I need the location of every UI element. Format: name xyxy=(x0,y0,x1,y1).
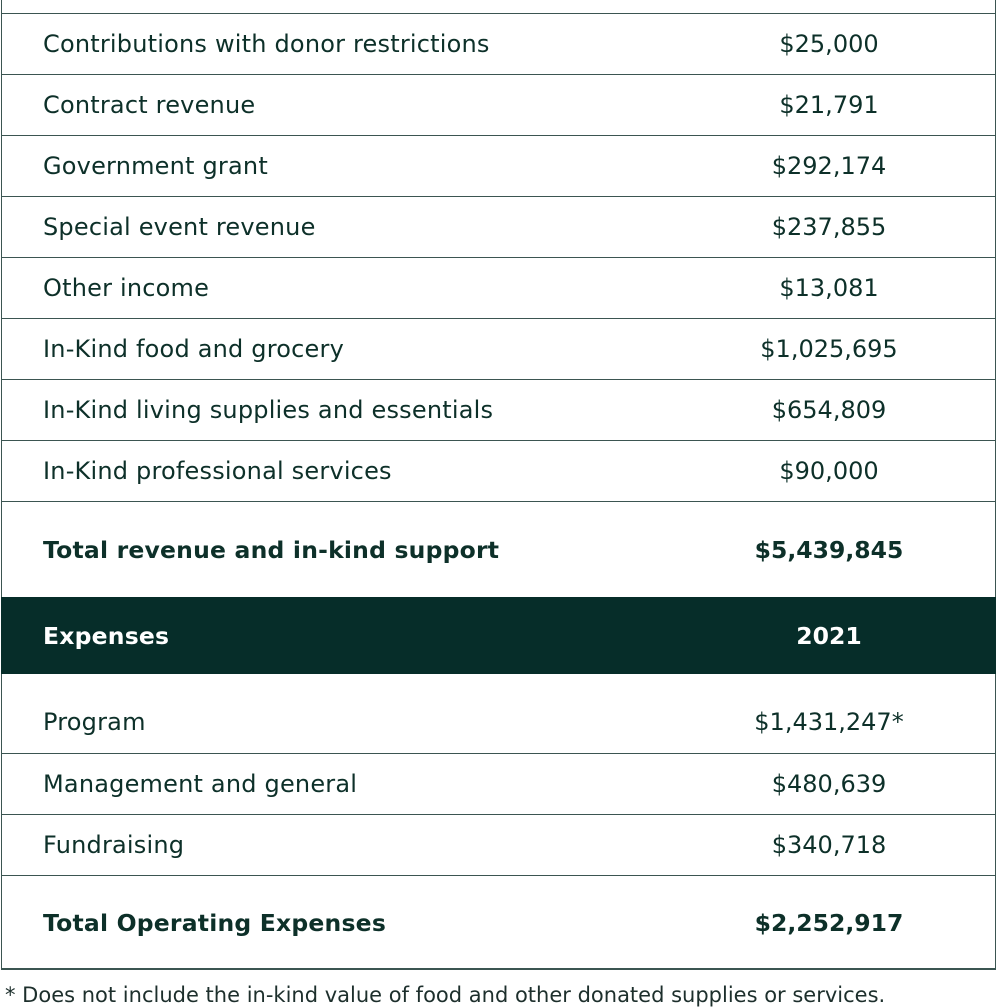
row-value: $25,000 xyxy=(779,30,879,58)
revenue-total-row xyxy=(1,502,996,597)
row-value: $480,639 xyxy=(771,770,887,798)
table-row xyxy=(1,754,996,815)
revenue-total-value: $5,439,845 xyxy=(754,535,904,564)
row-value: $13,081 xyxy=(779,274,879,302)
table-row xyxy=(1,815,996,876)
row-label: Contract revenue xyxy=(43,91,256,119)
row-value: $237,855 xyxy=(771,213,887,241)
row-value: $1,431,247* xyxy=(754,708,904,736)
footnote: * Does not include the in-kind value of food and other donated supplies or services. xyxy=(5,983,886,1007)
row-value: $340,718 xyxy=(771,831,887,859)
revenue-total-label: Total revenue and in-kind support xyxy=(43,535,500,564)
row-label: Management and general xyxy=(43,770,358,798)
table-row xyxy=(1,136,996,197)
table-row xyxy=(1,319,996,380)
expenses-total-label: Total Operating Expenses xyxy=(43,908,387,937)
table-row xyxy=(1,14,996,75)
expenses-header-row xyxy=(1,597,996,674)
table-row xyxy=(1,258,996,319)
row-label: Special event revenue xyxy=(43,213,316,241)
row-value: $292,174 xyxy=(771,152,887,180)
table-row xyxy=(1,674,996,754)
row-label: In-Kind food and grocery xyxy=(43,335,344,363)
expenses-header-year: 2021 xyxy=(796,621,862,650)
expenses-total-row xyxy=(1,876,996,970)
row-value: $654,809 xyxy=(771,396,887,424)
row-value: $1,025,695 xyxy=(760,335,898,363)
row-label: Government grant xyxy=(43,152,268,180)
expenses-total-value: $2,252,917 xyxy=(754,908,904,937)
expenses-header-label: Expenses xyxy=(43,621,170,650)
table-row xyxy=(1,380,996,441)
row-label: Other income xyxy=(43,274,210,302)
row-value: $90,000 xyxy=(779,457,879,485)
table-row-top-edge xyxy=(1,0,996,14)
row-label: In-Kind professional services xyxy=(43,457,392,485)
table-row xyxy=(1,197,996,258)
table-row xyxy=(1,75,996,136)
row-value: $21,791 xyxy=(779,91,879,119)
row-label: Fundraising xyxy=(43,831,185,859)
row-label: In-Kind living supplies and essentials xyxy=(43,396,494,424)
row-label: Contributions with donor restrictions xyxy=(43,30,490,58)
table-row xyxy=(1,441,996,502)
row-label: Program xyxy=(43,708,146,736)
